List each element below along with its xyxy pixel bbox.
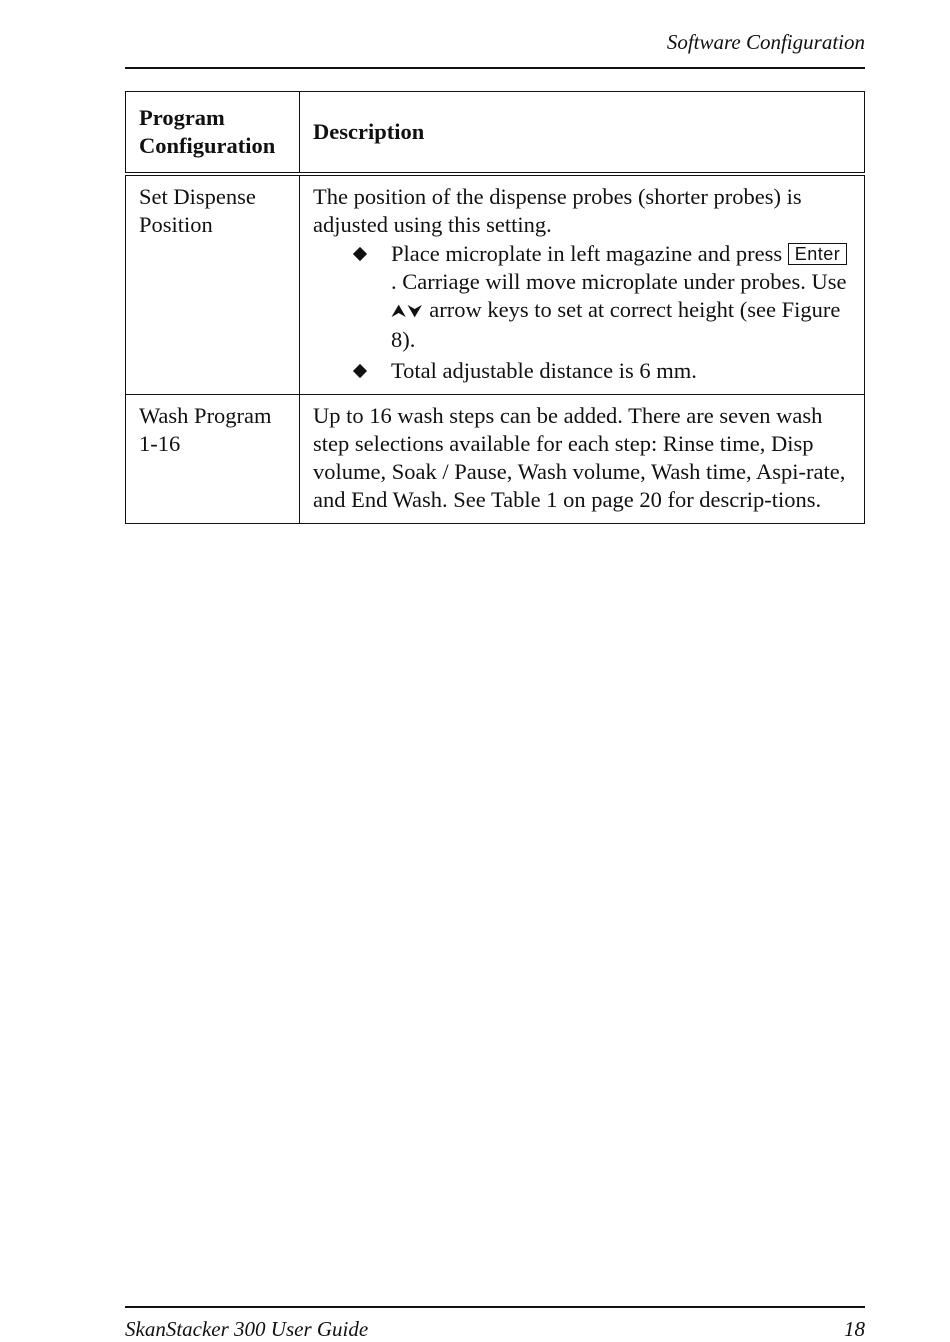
header-rule <box>125 67 865 69</box>
row-name-set-dispense-position: Set Dispense Position <box>126 174 300 395</box>
bullet-text-after: arrow keys to set at correct height (see Figure 8). <box>391 297 841 352</box>
page-number: 18 <box>844 1317 865 1341</box>
diamond-bullet-icon <box>353 247 367 261</box>
running-header: Software Configuration <box>666 30 865 54</box>
description-intro: The position of the dispense probes (shorter probes) is adjusted using this setting. <box>313 184 802 237</box>
bullet-text: Total adjustable distance is 6 mm. <box>391 358 697 383</box>
bullet-list <box>313 240 851 385</box>
row-description-set-dispense-position <box>300 174 865 395</box>
bullet-item <box>351 357 851 385</box>
table-header-row <box>126 92 865 175</box>
diamond-bullet-icon <box>353 364 367 378</box>
column-header-program-configuration: Program Configuration <box>126 92 300 175</box>
footer-guide-title: SkanStacker 300 User Guide <box>125 1317 369 1341</box>
program-configuration-table <box>125 91 865 524</box>
bullet-item <box>351 240 851 354</box>
footer-rule <box>125 1306 865 1308</box>
up-down-arrow-keys-icon: ⮝⮟ <box>391 301 424 322</box>
table-row <box>126 395 865 524</box>
row-description-wash-program: Up to 16 wash steps can be added. There are seven wash step selections available for each step: Rinse time, Disp volume, Soak / Pause, Wash volume, Wash time, Aspi-rate, and End Wash. See Table 1 on page 20 for descrip-tions. <box>300 395 865 524</box>
column-header-description: Description <box>300 92 865 175</box>
bullet-text-before: Place microplate in left magazine and press <box>391 241 788 266</box>
bullet-text-middle: . Carriage will move microplate under probes. Use <box>391 269 847 294</box>
table-row <box>126 174 865 395</box>
enter-key-icon: Enter <box>788 243 848 265</box>
row-name-wash-program: Wash Program 1-16 <box>126 395 300 524</box>
page-footer <box>125 1317 865 1342</box>
